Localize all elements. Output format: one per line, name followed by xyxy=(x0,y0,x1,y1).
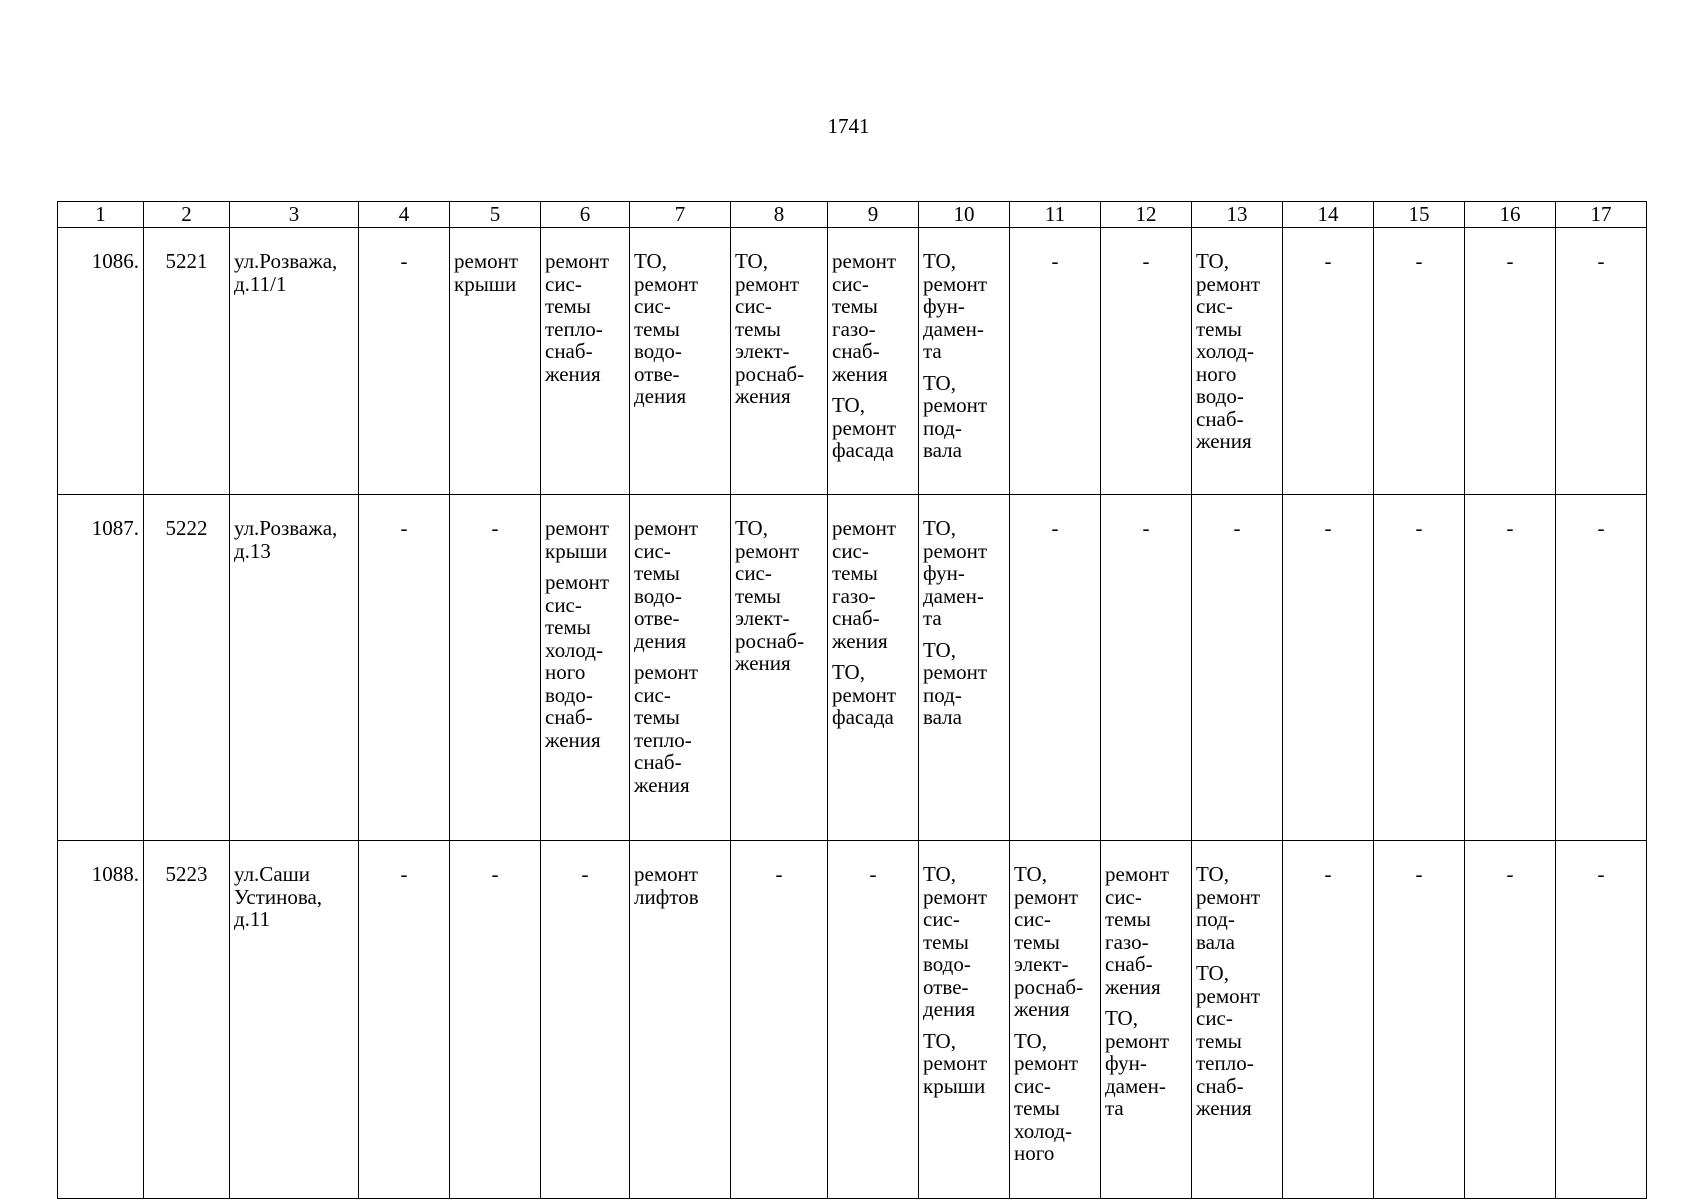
work-cell-col-12 xyxy=(1101,841,1192,1199)
object-code-text: 5221 xyxy=(165,249,208,273)
empty-dash: - xyxy=(1415,249,1423,273)
address-text: ул.Розважа, д.13 xyxy=(234,516,338,563)
work-cell-col-10 xyxy=(919,841,1010,1199)
work-cell-col-14 xyxy=(1283,495,1374,841)
works-table xyxy=(57,201,1647,1199)
address-text: ул.Розважа, д.11/1 xyxy=(234,249,338,296)
column-header: 1 xyxy=(58,202,144,228)
empty-dash: - xyxy=(1506,862,1514,886)
work-item: ТО, ремонт сис- темы элект- роснаб- жения xyxy=(735,516,805,675)
object-code-text: 5222 xyxy=(165,516,208,540)
work-item: ТО, ремонт крыши xyxy=(923,1028,988,1098)
work-cell-col-12 xyxy=(1101,495,1192,841)
column-header: 3 xyxy=(230,202,359,228)
column-header: 7 xyxy=(630,202,731,228)
row-number-text: 1088. xyxy=(91,862,139,886)
work-cell-col-11 xyxy=(1010,228,1101,495)
work-cell-col-6 xyxy=(541,841,630,1199)
column-header: 15 xyxy=(1374,202,1465,228)
work-item: ремонт сис- темы газо- снаб- жения xyxy=(1105,862,1170,999)
row-number-text: 1086. xyxy=(91,249,139,273)
object-code xyxy=(144,495,230,841)
work-cell-col-8 xyxy=(731,841,828,1199)
work-cell-col-17 xyxy=(1556,495,1647,841)
empty-dash: - xyxy=(1324,862,1332,886)
work-cell-col-13 xyxy=(1192,495,1283,841)
object-code-text: 5223 xyxy=(165,862,208,886)
table-row xyxy=(58,495,1647,841)
column-header: 16 xyxy=(1465,202,1556,228)
work-cell-col-15 xyxy=(1374,841,1465,1199)
empty-dash: - xyxy=(1142,249,1150,273)
work-item: ТО, ремонт сис- темы холод- ного xyxy=(1014,1028,1079,1165)
row-number xyxy=(58,841,144,1199)
work-item: ТО, ремонт под- вала xyxy=(1196,862,1261,954)
work-cell-col-11 xyxy=(1010,841,1101,1199)
work-cell-col-10 xyxy=(919,228,1010,495)
row-number xyxy=(58,228,144,495)
empty-dash: - xyxy=(775,862,783,886)
work-cell-col-8 xyxy=(731,495,828,841)
work-cell-col-4 xyxy=(359,841,450,1199)
work-item: ТО, ремонт фасада xyxy=(832,393,897,462)
empty-dash: - xyxy=(1597,516,1605,540)
empty-dash: - xyxy=(1415,862,1423,886)
work-item: ТО, ремонт фасада xyxy=(832,660,897,729)
work-item: ремонт сис- темы тепло- снаб- жения xyxy=(634,660,699,797)
work-cell-col-15 xyxy=(1374,228,1465,495)
column-header: 2 xyxy=(144,202,230,228)
work-cell-col-17 xyxy=(1556,228,1647,495)
column-header: 13 xyxy=(1192,202,1283,228)
empty-dash: - xyxy=(400,862,408,886)
work-cell-col-14 xyxy=(1283,228,1374,495)
work-cell-col-6 xyxy=(541,495,630,841)
work-item: ТО, ремонт сис- темы водо- отве- дения xyxy=(923,862,988,1021)
work-cell-col-4 xyxy=(359,495,450,841)
work-item: ремонт крыши xyxy=(454,249,519,296)
work-cell-col-5 xyxy=(450,228,541,495)
empty-dash: - xyxy=(581,862,589,886)
work-cell-col-15 xyxy=(1374,495,1465,841)
row-number-text: 1087. xyxy=(91,516,139,540)
empty-dash: - xyxy=(1051,249,1059,273)
work-item: ремонт сис- темы холод- ного водо- снаб- жения xyxy=(545,570,610,752)
work-cell-col-8 xyxy=(731,228,828,495)
empty-dash: - xyxy=(400,516,408,540)
work-cell-col-5 xyxy=(450,495,541,841)
header-row xyxy=(58,202,1647,228)
work-item: ТО, ремонт фун- дамен- та xyxy=(923,249,988,363)
column-header: 8 xyxy=(731,202,828,228)
work-item: ТО, ремонт под- вала xyxy=(923,637,988,729)
empty-dash: - xyxy=(1415,516,1423,540)
column-header: 9 xyxy=(828,202,919,228)
empty-dash: - xyxy=(1506,249,1514,273)
table-row xyxy=(58,841,1647,1199)
page-number: 1741 xyxy=(827,114,870,138)
empty-dash: - xyxy=(1597,862,1605,886)
work-item: ремонт сис- темы тепло- снаб- жения xyxy=(545,249,610,386)
object-code xyxy=(144,841,230,1199)
work-cell-col-13 xyxy=(1192,228,1283,495)
empty-dash: - xyxy=(1597,249,1605,273)
work-cell-col-9 xyxy=(828,495,919,841)
work-item: ремонт сис- темы газо- снаб- жения xyxy=(832,249,897,386)
column-header: 10 xyxy=(919,202,1010,228)
work-item: ремонт сис- темы газо- снаб- жения xyxy=(832,516,897,653)
empty-dash: - xyxy=(1506,516,1514,540)
address xyxy=(230,841,359,1199)
empty-dash: - xyxy=(1324,516,1332,540)
work-cell-col-10 xyxy=(919,495,1010,841)
work-item: ТО, ремонт фун- дамен- та xyxy=(923,516,988,630)
work-cell-col-17 xyxy=(1556,841,1647,1199)
column-header: 6 xyxy=(541,202,630,228)
empty-dash: - xyxy=(869,862,877,886)
column-header: 11 xyxy=(1010,202,1101,228)
object-code xyxy=(144,228,230,495)
work-cell-col-14 xyxy=(1283,841,1374,1199)
work-cell-col-16 xyxy=(1465,495,1556,841)
table-row xyxy=(58,228,1647,495)
work-cell-col-5 xyxy=(450,841,541,1199)
work-cell-col-7 xyxy=(630,228,731,495)
column-header: 4 xyxy=(359,202,450,228)
empty-dash: - xyxy=(1051,516,1059,540)
work-item: ТО, ремонт сис- темы тепло- снаб- жения xyxy=(1196,961,1261,1120)
work-cell-col-13 xyxy=(1192,841,1283,1199)
work-item: ТО, ремонт сис- темы элект- роснаб- жения xyxy=(735,249,805,408)
work-cell-col-11 xyxy=(1010,495,1101,841)
work-cell-col-9 xyxy=(828,228,919,495)
work-item: ТО, ремонт под- вала xyxy=(923,370,988,462)
row-number xyxy=(58,495,144,841)
work-cell-col-4 xyxy=(359,228,450,495)
work-item: ремонт крыши xyxy=(545,516,610,563)
empty-dash: - xyxy=(1142,516,1150,540)
address xyxy=(230,495,359,841)
work-cell-col-9 xyxy=(828,841,919,1199)
work-item: ремонт сис- темы водо- отве- дения xyxy=(634,516,699,653)
work-cell-col-16 xyxy=(1465,841,1556,1199)
work-cell-col-7 xyxy=(630,841,731,1199)
column-header: 14 xyxy=(1283,202,1374,228)
work-item: ТО, ремонт сис- темы водо- отве- дения xyxy=(634,249,699,408)
column-header: 5 xyxy=(450,202,541,228)
work-item: ремонт лифтов xyxy=(634,862,699,909)
empty-dash: - xyxy=(491,862,499,886)
address xyxy=(230,228,359,495)
work-item: ТО, ремонт фун- дамен- та xyxy=(1105,1006,1170,1120)
work-item: ТО, ремонт сис- темы элект- роснаб- жения xyxy=(1014,862,1084,1021)
empty-dash: - xyxy=(1233,516,1241,540)
work-item: ТО, ремонт сис- темы холод- ного водо- снаб- жения xyxy=(1196,249,1261,453)
empty-dash: - xyxy=(1324,249,1332,273)
table-body xyxy=(58,202,1647,1199)
empty-dash: - xyxy=(400,249,408,273)
column-header: 17 xyxy=(1556,202,1647,228)
work-cell-col-6 xyxy=(541,228,630,495)
empty-dash: - xyxy=(491,516,499,540)
work-cell-col-7 xyxy=(630,495,731,841)
work-cell-col-16 xyxy=(1465,228,1556,495)
work-cell-col-12 xyxy=(1101,228,1192,495)
address-text: ул.Саши Устинова, д.11 xyxy=(234,862,323,931)
column-header: 12 xyxy=(1101,202,1192,228)
